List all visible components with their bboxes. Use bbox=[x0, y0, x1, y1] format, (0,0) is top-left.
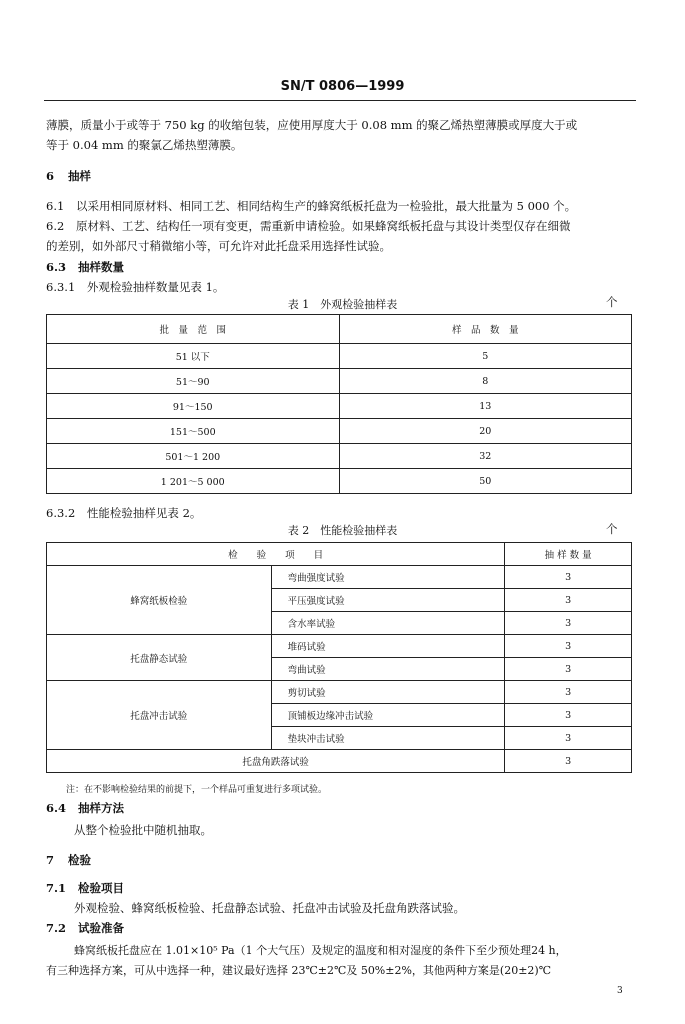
table1 bbox=[46, 314, 632, 494]
table-row bbox=[47, 750, 632, 773]
test-item: 顶铺板边缘冲击试验 bbox=[271, 704, 505, 727]
table-cell: 32 bbox=[339, 444, 632, 469]
clause-title: 抽样方法 bbox=[78, 801, 125, 815]
document-header: SN/T 0806—1999 bbox=[280, 79, 405, 94]
clause-6-3-heading bbox=[46, 259, 124, 275]
section-6-heading bbox=[46, 168, 91, 184]
table2-note: 注：在不影响检验结果的前提下，一个样品可重复进行多项试验。 bbox=[66, 785, 328, 795]
clause-title: 试验准备 bbox=[78, 921, 125, 935]
clause-7-2-line1: 蜂窝纸板托盘应在 1.01×10⁵ Pa（1 个大气压）及规定的温度和相对湿度的条件下至少预处理24 h， bbox=[74, 944, 567, 957]
table-row bbox=[47, 681, 632, 704]
test-item: 剪切试验 bbox=[271, 681, 505, 704]
group-name: 托盘静态试验 bbox=[47, 635, 272, 681]
table2 bbox=[46, 542, 632, 773]
clause-6-2-line2: 的差别，如外部尺寸稍微缩小等，可允许对此托盘采用选择性试验。 bbox=[46, 239, 391, 253]
table-cell: 51 以下 bbox=[47, 344, 340, 369]
clause-number: 6.3.1 bbox=[46, 280, 76, 294]
clause-6-1 bbox=[46, 198, 576, 214]
clause-text: 以采用相同原材料、相同工艺、相同结构生产的蜂窝纸板托盘为一检验批，最大批量为 5 000 个。 bbox=[75, 199, 577, 213]
table-row bbox=[47, 566, 632, 589]
section-number: 7 bbox=[46, 853, 55, 867]
table-cell: 13 bbox=[339, 394, 632, 419]
table-cell: 501～1 200 bbox=[47, 444, 340, 469]
clause-6-3-1 bbox=[46, 279, 224, 295]
clause-text: 性能检验抽样见表 2。 bbox=[86, 506, 202, 520]
clause-number: 6.3.2 bbox=[46, 506, 76, 520]
table-cell: 91～150 bbox=[47, 394, 340, 419]
table1-unit: 个 bbox=[606, 295, 618, 309]
test-item: 弯曲强度试验 bbox=[271, 566, 505, 589]
table2-header-count: 抽 样 数 量 bbox=[505, 543, 632, 566]
clause-text: 原材料、工艺、结构任一项有变更，需重新申请检验。如果蜂窝纸板托盘与其设计类型仅存在细微 bbox=[75, 219, 571, 233]
table1-header-cell: 批 量 范 围 bbox=[47, 315, 340, 344]
table-cell: 50 bbox=[339, 469, 632, 494]
section-number: 6 bbox=[46, 169, 55, 183]
sample-count: 3 bbox=[505, 658, 632, 681]
section-7-heading bbox=[46, 852, 91, 868]
table-cell: 5 bbox=[339, 344, 632, 369]
sample-count: 3 bbox=[505, 681, 632, 704]
clause-title: 检验项目 bbox=[78, 881, 125, 895]
table-cell: 51～90 bbox=[47, 369, 340, 394]
test-item: 弯曲试验 bbox=[271, 658, 505, 681]
table-row bbox=[47, 344, 632, 369]
clause-title: 抽样数量 bbox=[78, 260, 125, 274]
clause-6-2-line1 bbox=[46, 218, 570, 234]
sample-count: 3 bbox=[505, 635, 632, 658]
table2-header-item: 检 验 项 目 bbox=[47, 543, 505, 566]
table-row bbox=[47, 444, 632, 469]
test-item: 堆码试验 bbox=[271, 635, 505, 658]
sample-count: 3 bbox=[505, 704, 632, 727]
clause-7-2-heading bbox=[46, 920, 124, 936]
clause-number: 6.2 bbox=[46, 219, 65, 233]
test-item: 托盘角跌落试验 bbox=[47, 750, 505, 773]
table-row bbox=[47, 369, 632, 394]
table-cell: 20 bbox=[339, 419, 632, 444]
test-item: 含水率试验 bbox=[271, 612, 505, 635]
table-cell: 151～500 bbox=[47, 419, 340, 444]
sample-count: 3 bbox=[505, 612, 632, 635]
clause-number: 7.1 bbox=[46, 881, 67, 895]
table-cell: 8 bbox=[339, 369, 632, 394]
clause-7-2-line2: 有三种选择方案，可从中选择一种，建议最好选择 23℃±2℃及 50%±2%，其他两种方案是(20±2)℃ bbox=[46, 964, 552, 977]
clause-6-3-2 bbox=[46, 505, 201, 521]
clause-number: 6.1 bbox=[46, 199, 65, 213]
para-cont-line1: 薄膜，质量小于或等于 750 kg 的收缩包装，应使用厚度大于 0.08 mm 的聚乙烯热塑薄膜或厚度大于或 bbox=[46, 118, 578, 132]
clause-6-4-text: 从整个检验批中随机抽取。 bbox=[74, 823, 212, 837]
header-rule bbox=[44, 100, 636, 101]
table2-unit: 个 bbox=[606, 522, 618, 536]
clause-7-1-text: 外观检验、蜂窝纸板检验、托盘静态试验、托盘冲击试验及托盘角跌落试验。 bbox=[74, 901, 465, 915]
table1-caption: 表 1 外观检验抽样表 bbox=[287, 298, 398, 311]
section-title: 抽样 bbox=[68, 169, 92, 183]
sample-count: 3 bbox=[505, 727, 632, 750]
table-row bbox=[47, 419, 632, 444]
test-item: 垫块冲击试验 bbox=[271, 727, 505, 750]
para-cont-line2: 等于 0.04 mm 的聚氯乙烯热塑薄膜。 bbox=[46, 138, 243, 152]
table2-caption: 表 2 性能检验抽样表 bbox=[287, 524, 398, 537]
group-name: 托盘冲击试验 bbox=[47, 681, 272, 750]
clause-number: 7.2 bbox=[46, 921, 67, 935]
clause-7-1-heading bbox=[46, 880, 124, 896]
table2-header-row bbox=[47, 543, 632, 566]
table1-header-row bbox=[47, 315, 632, 344]
group-name: 蜂窝纸板检验 bbox=[47, 566, 272, 635]
clause-number: 6.3 bbox=[46, 260, 67, 274]
table-cell: 1 201～5 000 bbox=[47, 469, 340, 494]
page-number: 3 bbox=[617, 986, 623, 996]
table1-header-cell: 样 品 数 量 bbox=[339, 315, 632, 344]
sample-count: 3 bbox=[505, 566, 632, 589]
test-item: 平压强度试验 bbox=[271, 589, 505, 612]
sample-count: 3 bbox=[505, 589, 632, 612]
clause-text: 外观检验抽样数量见表 1。 bbox=[86, 280, 225, 294]
table-row bbox=[47, 394, 632, 419]
clause-number: 6.4 bbox=[46, 801, 67, 815]
sample-count: 3 bbox=[505, 750, 632, 773]
table-row bbox=[47, 469, 632, 494]
section-title: 检验 bbox=[68, 853, 92, 867]
table-row bbox=[47, 635, 632, 658]
clause-6-4-heading bbox=[46, 800, 124, 816]
